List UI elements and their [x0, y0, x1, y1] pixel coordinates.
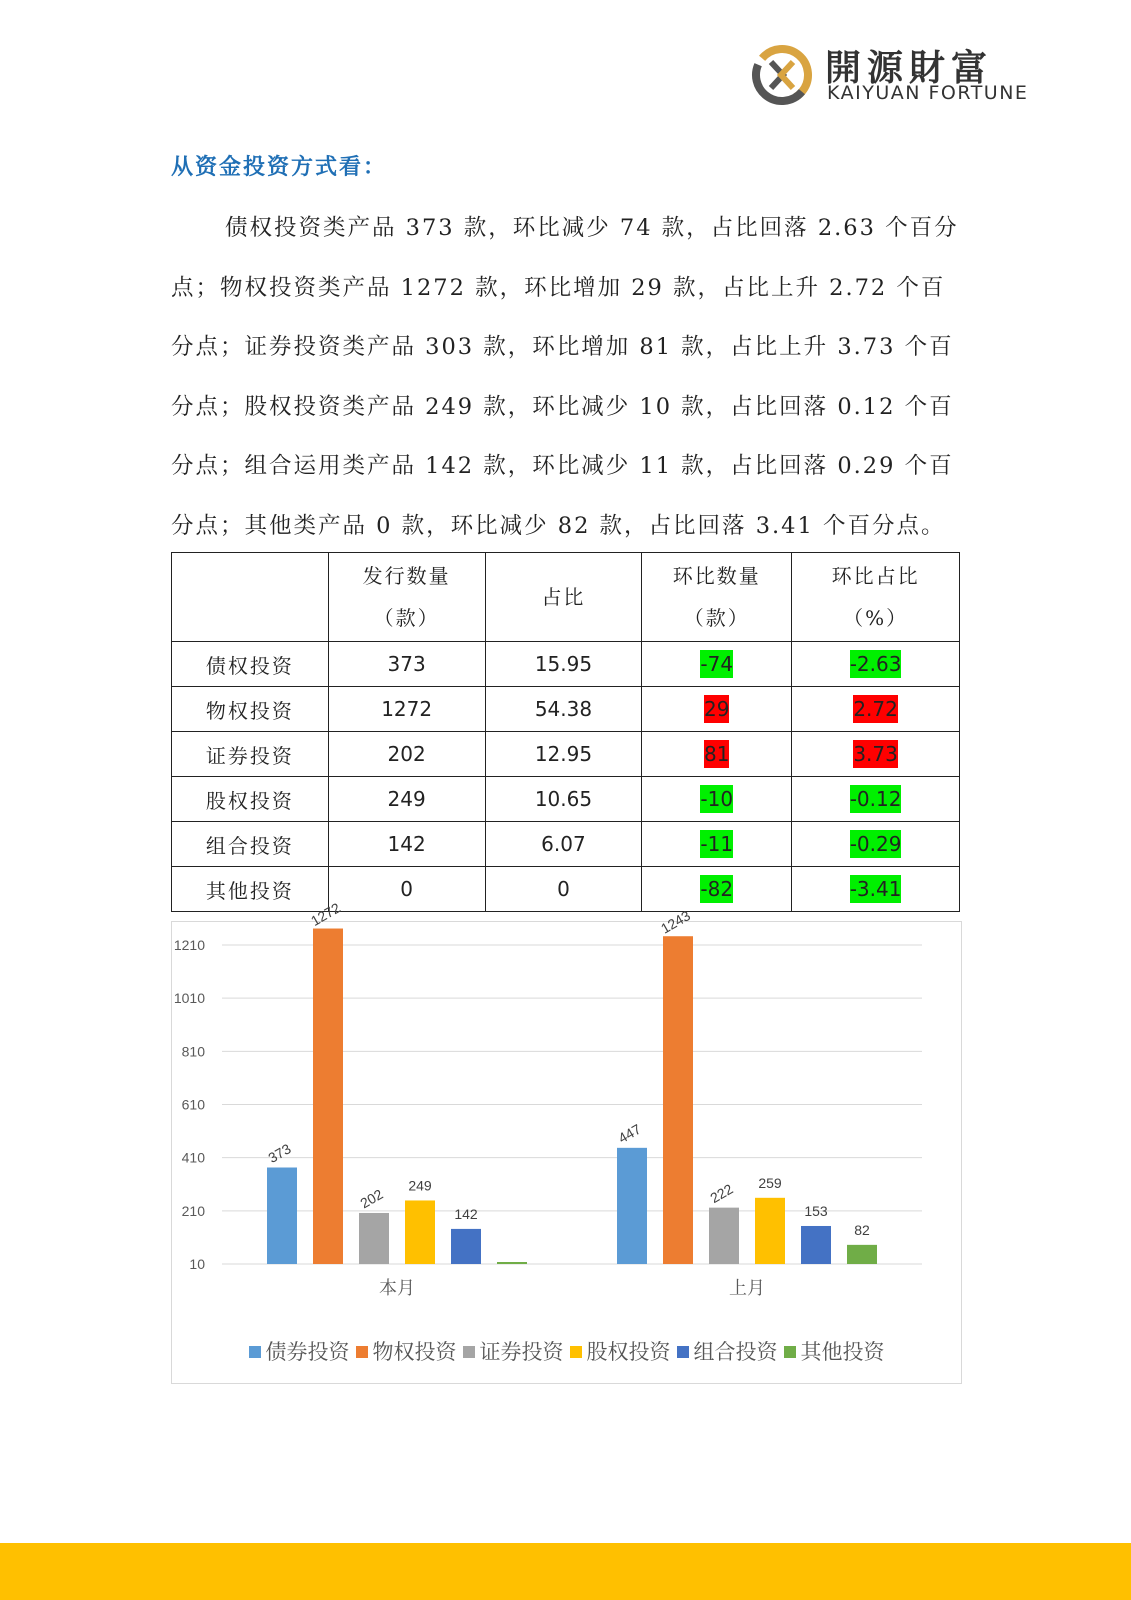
bar-6	[497, 1262, 527, 1264]
bar-3	[359, 1213, 389, 1264]
data-label: 373	[265, 1140, 294, 1166]
row-name: 股权投资	[172, 777, 329, 822]
legend-swatch	[356, 1346, 368, 1358]
row-count: 249	[328, 777, 485, 822]
row-mom-share	[792, 732, 960, 777]
logo-cn-text: 開源財富	[825, 48, 994, 89]
row-share: 0	[485, 867, 642, 912]
header-cell-count: 发行数量 （款）	[328, 553, 485, 642]
row-name: 证券投资	[172, 732, 329, 777]
bar-1	[617, 1148, 647, 1264]
legend-swatch	[784, 1346, 796, 1358]
row-name: 债权投资	[172, 642, 329, 687]
company-logo	[749, 40, 1049, 110]
data-label: 222	[707, 1180, 736, 1207]
mom-count-highlight: -74	[700, 652, 734, 676]
legend-item	[463, 1336, 564, 1366]
mom-share-highlight: -2.63	[849, 652, 902, 676]
investment-stats-table	[171, 552, 960, 912]
row-mom-count	[642, 867, 792, 912]
mom-count-highlight: 29	[704, 697, 730, 721]
paragraph-line: 点；物权投资类产品 1272 款，环比增加 29 款，占比上升 2.72 个百	[171, 274, 946, 301]
table-row	[172, 777, 960, 822]
y-tick-label: 10	[189, 1256, 205, 1272]
data-label: 153	[804, 1202, 828, 1219]
chart-legend	[172, 1336, 961, 1366]
legend-label: 债券投资	[265, 1340, 350, 1364]
legend-label: 其他投资	[800, 1340, 885, 1364]
data-label: 447	[615, 1120, 644, 1147]
legend-swatch	[677, 1346, 689, 1358]
data-label: 142	[454, 1205, 478, 1222]
table-row	[172, 732, 960, 777]
bar-chart-svg	[172, 899, 961, 1332]
legend-item	[356, 1336, 457, 1366]
row-mom-share	[792, 777, 960, 822]
mom-share-highlight: 3.73	[853, 742, 898, 766]
row-count: 142	[328, 822, 485, 867]
row-mom-count	[642, 732, 792, 777]
row-mom-count	[642, 687, 792, 732]
row-mom-share	[792, 867, 960, 912]
legend-label: 股权投资	[586, 1340, 671, 1364]
row-share: 10.65	[485, 777, 642, 822]
section-title: 从资金投资方式看：	[171, 154, 388, 180]
data-label: 1243	[658, 907, 693, 937]
mom-count-highlight: -11	[700, 832, 734, 856]
legend-label: 物权投资	[372, 1340, 457, 1364]
table-row	[172, 822, 960, 867]
data-label: 1272	[308, 899, 343, 929]
row-mom-count	[642, 777, 792, 822]
mom-share-highlight: -0.12	[849, 787, 902, 811]
legend-swatch	[463, 1346, 475, 1358]
row-mom-share	[792, 687, 960, 732]
row-share: 15.95	[485, 642, 642, 687]
data-label: 249	[408, 1177, 432, 1194]
legend-swatch	[249, 1346, 261, 1358]
bar-2	[313, 929, 343, 1264]
x-category-label: 本月	[379, 1278, 415, 1299]
table-row	[172, 642, 960, 687]
paragraph-line: 债权投资类产品 373 款，环比减少 74 款，占比回落 2.63 个百分	[225, 215, 959, 241]
bar-6	[847, 1245, 877, 1264]
mom-share-highlight: 2.72	[853, 697, 898, 721]
row-mom-share	[792, 822, 960, 867]
data-label: 82	[854, 1221, 870, 1238]
paragraph-line: 分点；其他类产品 0 款，环比减少 82 款，占比回落 3.41 个百分点。	[171, 512, 946, 539]
bar-4	[755, 1198, 785, 1264]
kaiyuan-logo-icon	[749, 42, 815, 108]
bar-chart	[171, 899, 962, 1384]
legend-item	[677, 1336, 778, 1366]
row-count: 0	[328, 867, 485, 912]
table-header-row	[172, 553, 960, 642]
row-mom-count	[642, 642, 792, 687]
bar-2	[663, 936, 693, 1264]
legend-label: 组合投资	[693, 1340, 778, 1364]
row-mom-count	[642, 822, 792, 867]
legend-swatch	[570, 1346, 582, 1358]
legend-label: 证券投资	[479, 1340, 564, 1364]
row-count: 373	[328, 642, 485, 687]
header-cell-empty	[172, 553, 329, 642]
legend-item	[570, 1336, 671, 1366]
header-cell-mom-share: 环比占比 （%）	[792, 553, 960, 642]
data-label: 202	[357, 1185, 386, 1212]
mom-count-highlight: -10	[700, 787, 734, 811]
row-name: 组合投资	[172, 822, 329, 867]
header-cell-mom-count: 环比数量 （款）	[642, 553, 792, 642]
row-mom-share	[792, 642, 960, 687]
y-tick-label: 1210	[173, 937, 205, 953]
bar-1	[267, 1168, 297, 1264]
bar-3	[709, 1208, 739, 1264]
row-count: 202	[328, 732, 485, 777]
row-name: 其他投资	[172, 867, 329, 912]
summary-paragraph	[171, 199, 961, 556]
paragraph-line: 分点；股权投资类产品 249 款，环比减少 10 款，占比回落 0.12 个百	[171, 393, 954, 420]
y-tick-label: 410	[181, 1149, 205, 1166]
legend-item	[249, 1336, 350, 1366]
mom-share-highlight: -3.41	[849, 877, 902, 901]
header-cell-share: 占比	[485, 553, 642, 642]
row-share: 54.38	[485, 687, 642, 732]
row-share: 12.95	[485, 732, 642, 777]
y-tick-label: 610	[181, 1096, 205, 1113]
paragraph-line: 分点；组合运用类产品 142 款，环比减少 11 款，占比回落 0.29 个百	[171, 453, 954, 479]
y-tick-label: 810	[181, 1043, 205, 1060]
row-share: 6.07	[485, 822, 642, 867]
x-category-label: 上月	[729, 1278, 765, 1299]
bar-5	[801, 1226, 831, 1264]
row-count: 1272	[328, 687, 485, 732]
logo-en-text: KAIYUAN FORTUNE	[827, 82, 1029, 104]
legend-item	[784, 1336, 885, 1366]
mom-share-highlight: -0.29	[849, 832, 902, 856]
mom-count-highlight: 81	[704, 742, 730, 766]
data-label: 259	[758, 1174, 782, 1191]
y-tick-label: 210	[181, 1202, 205, 1219]
paragraph-line: 分点；证券投资类产品 303 款，环比增加 81 款，占比上升 3.73 个百	[171, 334, 954, 360]
mom-count-highlight: -82	[700, 877, 734, 901]
y-tick-label: 1010	[173, 990, 205, 1007]
bar-4	[405, 1200, 435, 1264]
footer-bar	[0, 1543, 1131, 1600]
bar-5	[451, 1229, 481, 1264]
table-row	[172, 867, 960, 912]
table-row	[172, 687, 960, 732]
row-name: 物权投资	[172, 687, 329, 732]
